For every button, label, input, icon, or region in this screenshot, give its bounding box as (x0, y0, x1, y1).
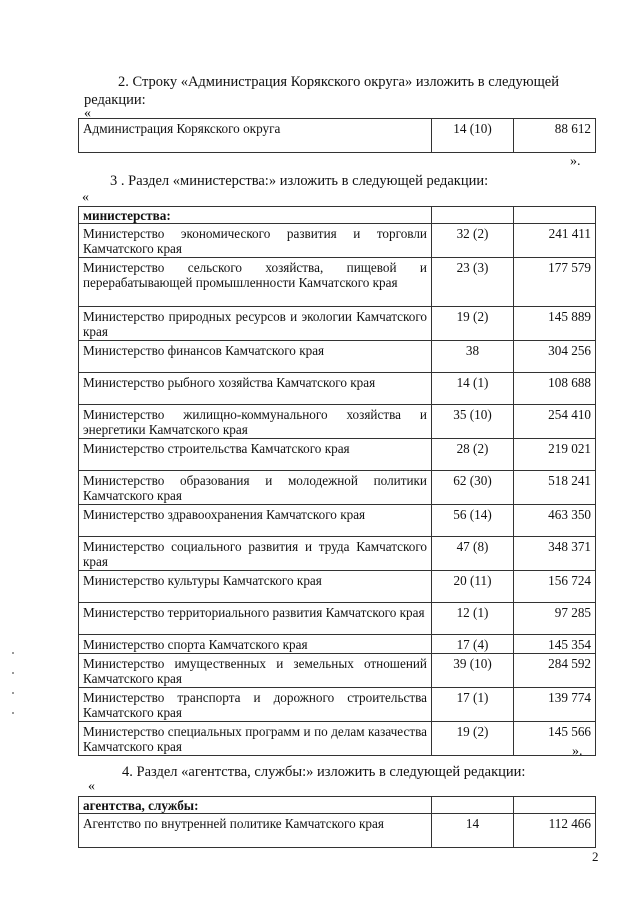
ministry-value: 139 774 (514, 688, 596, 722)
ministry-num: 35 (10) (432, 405, 514, 439)
ministry-name: Министерство экономического развития и торговли Камчатского края (79, 224, 432, 258)
section4-title: 4. Раздел «агентства, службы:» изложить в следующей редакции: (122, 764, 526, 780)
ministry-value: 284 592 (514, 654, 596, 688)
org-value: 88 612 (514, 119, 596, 153)
table-header-row (79, 797, 596, 814)
table-row (79, 814, 596, 848)
section2-table (78, 118, 596, 153)
section3-open-quote: « (82, 190, 89, 205)
ministry-name: Министерство социального развития и труда Камчатского края (79, 537, 432, 571)
ministry-name: Министерство финансов Камчатского края (79, 341, 432, 373)
ministry-name: Министерство территориального развития Камчатского края (79, 603, 432, 635)
page-number: 2 (592, 849, 599, 864)
scan-mark (12, 672, 14, 674)
section2-open-quote: « (84, 106, 91, 121)
table-row (79, 471, 596, 505)
table-row (79, 571, 596, 603)
table-row (79, 405, 596, 439)
section2-line2: редакции: (84, 92, 146, 108)
ministry-num: 62 (30) (432, 471, 514, 505)
ministry-num: 12 (1) (432, 603, 514, 635)
ministry-num: 17 (1) (432, 688, 514, 722)
ministry-value: 241 411 (514, 224, 596, 258)
ministry-num: 19 (2) (432, 722, 514, 756)
org-num: 14 (432, 814, 514, 848)
section2-close-quote: ». (570, 154, 581, 169)
table-row (79, 439, 596, 471)
table-row (79, 603, 596, 635)
ministry-value: 254 410 (514, 405, 596, 439)
section4-open-quote: « (88, 779, 95, 794)
ministry-value: 145 889 (514, 307, 596, 341)
ministry-num: 19 (2) (432, 307, 514, 341)
ministry-name: Министерство сельского хозяйства, пищевой и перерабатывающей промышленности Камчатского края (79, 258, 432, 307)
ministry-value: 518 241 (514, 471, 596, 505)
ministry-value: 177 579 (514, 258, 596, 307)
table-header-row (79, 207, 596, 224)
ministry-num: 47 (8) (432, 537, 514, 571)
org-value: 112 466 (514, 814, 596, 848)
section-header: министерства: (79, 207, 432, 224)
table-row (79, 537, 596, 571)
ministry-num: 28 (2) (432, 439, 514, 471)
table-row (79, 635, 596, 654)
table-row (79, 722, 596, 756)
table-row (79, 224, 596, 258)
ministry-num: 39 (10) (432, 654, 514, 688)
ministries-table (78, 206, 596, 756)
scan-mark (12, 652, 14, 654)
org-name: Агентство по внутренней политике Камчатского края (79, 814, 432, 848)
ministry-name: Министерство жилищно-коммунального хозяйства и энергетики Камчатского края (79, 405, 432, 439)
scan-mark (12, 692, 14, 694)
table-row (79, 258, 596, 307)
table-row (79, 688, 596, 722)
ministry-num: 14 (1) (432, 373, 514, 405)
ministry-name: Министерство природных ресурсов и экологии Камчатского края (79, 307, 432, 341)
ministry-value: 108 688 (514, 373, 596, 405)
ministry-name: Министерство рыбного хозяйства Камчатского края (79, 373, 432, 405)
ministry-name: Министерство культуры Камчатского края (79, 571, 432, 603)
table-row (79, 341, 596, 373)
ministry-name: Министерство здравоохранения Камчатского края (79, 505, 432, 537)
ministry-value: 304 256 (514, 341, 596, 373)
ministry-value: 463 350 (514, 505, 596, 537)
ministry-value: 97 285 (514, 603, 596, 635)
ministry-num: 23 (3) (432, 258, 514, 307)
ministry-name: Министерство образования и молодежной политики Камчатского края (79, 471, 432, 505)
ministry-name: Министерство транспорта и дорожного строительства Камчатского края (79, 688, 432, 722)
agencies-table (78, 796, 596, 848)
table-row (79, 505, 596, 537)
ministry-name: Министерство специальных программ и по делам казачества Камчатского края (79, 722, 432, 756)
ministry-num: 56 (14) (432, 505, 514, 537)
table-row (79, 119, 596, 153)
ministry-num: 17 (4) (432, 635, 514, 654)
ministry-name: Министерство строительства Камчатского края (79, 439, 432, 471)
ministry-num: 20 (11) (432, 571, 514, 603)
table-row (79, 373, 596, 405)
section3-close-quote: ». (572, 744, 583, 759)
section3-title: 3 . Раздел «министерства:» изложить в следующей редакции: (110, 173, 489, 189)
ministry-value: 219 021 (514, 439, 596, 471)
org-num: 14 (10) (432, 119, 514, 153)
org-name: Администрация Корякского округа (79, 119, 432, 153)
ministry-value: 348 371 (514, 537, 596, 571)
ministry-num: 32 (2) (432, 224, 514, 258)
ministry-value: 145 566 (514, 722, 596, 756)
scan-mark (12, 712, 14, 714)
section2-line1: 2. Строку «Администрация Корякского округа» изложить в следующей (118, 74, 560, 90)
ministry-name: Министерство спорта Камчатского края (79, 635, 432, 654)
ministry-num: 38 (432, 341, 514, 373)
table-row (79, 654, 596, 688)
ministry-name: Министерство имущественных и земельных отношений Камчатского края (79, 654, 432, 688)
section-header: агентства, службы: (79, 797, 432, 814)
ministry-value: 156 724 (514, 571, 596, 603)
table-row (79, 307, 596, 341)
ministry-value: 145 354 (514, 635, 596, 654)
